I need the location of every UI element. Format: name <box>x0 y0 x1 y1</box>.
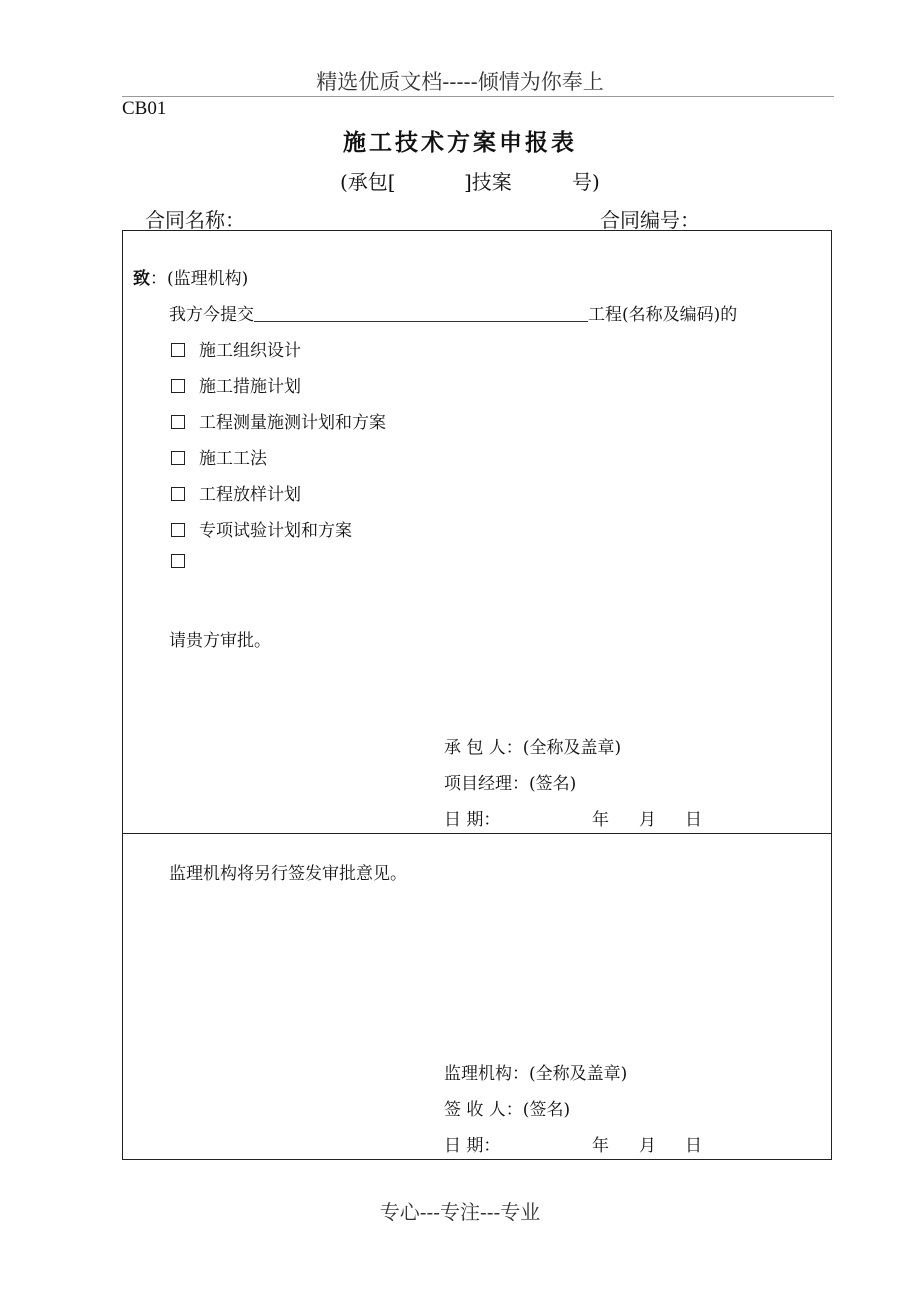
supervision-note: 监理机构将另行签发审批意见。 <box>169 864 407 884</box>
supervision-agency-label: 监理机构：(全称及盖章) <box>444 1064 628 1084</box>
checkbox[interactable] <box>171 415 185 429</box>
date-month-2: 月 <box>639 1136 656 1156</box>
option-special-test[interactable]: 专项试验计划和方案 <box>171 516 352 541</box>
contract-name-label: 合同名称： <box>145 208 245 232</box>
checkbox[interactable] <box>171 554 185 568</box>
receiver-signature-label: 签 收 人：(签名) <box>444 1100 571 1120</box>
addressee-prefix: 致 <box>133 269 150 289</box>
checkbox[interactable] <box>171 523 185 537</box>
option-construction-measures[interactable]: 施工措施计划 <box>171 372 301 397</box>
date-label: 日 期： <box>444 810 501 830</box>
submission-prefix: 我方今提交 <box>169 305 254 325</box>
date-day-2: 日 <box>685 1136 702 1156</box>
subtitle-open: (承包[ <box>340 170 396 194</box>
subtitle-mid: ]技案 <box>464 170 512 194</box>
date-year-2: 年 <box>592 1136 609 1156</box>
date-label-2: 日 期： <box>444 1136 501 1156</box>
addressee-line <box>133 264 248 289</box>
page-footer: 专心---专注---专业 <box>379 1200 541 1224</box>
submission-suffix: 工程(名称及编码)的 <box>588 305 738 325</box>
checkbox[interactable] <box>171 379 185 393</box>
page-header: 精选优质文档-----倾情为你奉上 <box>316 70 604 94</box>
contractor-signature-label: 承 包 人：(全称及盖章) <box>444 738 622 758</box>
application-form <box>122 230 832 1160</box>
checkbox[interactable] <box>171 343 185 357</box>
option-layout-plan[interactable]: 工程放样计划 <box>171 480 301 505</box>
contract-number-label: 合同编号： <box>600 208 700 232</box>
checkbox[interactable] <box>171 451 185 465</box>
subtitle-close: 号) <box>572 170 600 194</box>
addressee-text: ：(监理机构) <box>150 269 249 289</box>
form-code: CB01 <box>122 98 167 119</box>
checkbox[interactable] <box>171 487 185 501</box>
option-other[interactable] <box>171 552 199 572</box>
option-survey-plan[interactable]: 工程测量施测计划和方案 <box>171 408 386 433</box>
form-title: 施工技术方案申报表 <box>343 129 577 156</box>
project-manager-signature-label: 项目经理：(签名) <box>444 774 577 794</box>
date-day: 日 <box>685 810 702 830</box>
option-construction-design[interactable]: 施工组织设计 <box>171 336 301 361</box>
date-year: 年 <box>592 810 609 830</box>
approval-request: 请贵方审批。 <box>169 631 271 651</box>
submission-line <box>169 300 737 325</box>
section-divider <box>123 833 831 834</box>
project-name-blank[interactable] <box>254 307 588 322</box>
header-rule <box>122 96 834 97</box>
date-month: 月 <box>639 810 656 830</box>
option-construction-method[interactable]: 施工工法 <box>171 444 267 469</box>
